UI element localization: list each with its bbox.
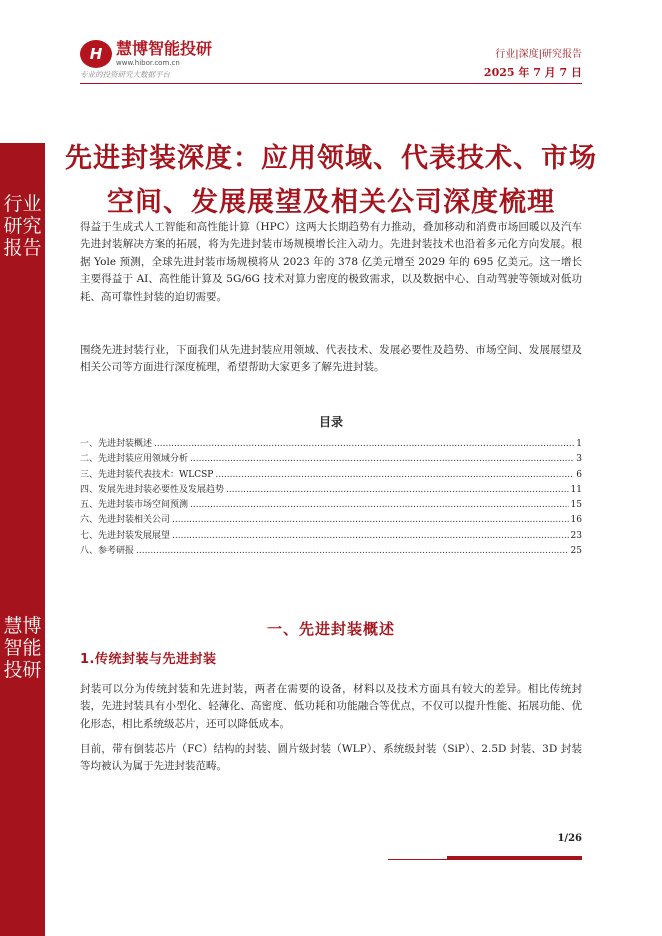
toc-item-page: 16: [570, 515, 582, 526]
toc-item[interactable]: [80, 468, 582, 483]
toc-item-label: 一、先进封装概述: [80, 439, 153, 449]
toc-item-page: 6: [576, 469, 582, 480]
toc-leader-dots: [226, 483, 569, 498]
toc-item[interactable]: [80, 544, 582, 559]
logo-url: www.hibor.com.cn: [116, 59, 180, 67]
toc-item-page: 25: [570, 546, 582, 557]
toc-leader-dots: [190, 452, 574, 467]
sidebar-label-industry-research: 行业研究报告: [3, 193, 42, 259]
body-paragraph-2: 目前，带有倒装芯片（FC）结构的封装、圆片级封装（WLP）、系统级封装（SiP）、2.5D 封装、3D 封装等均被认为属于先进封装范畴。: [80, 743, 582, 773]
report-date: 2025 年 7 月 7 日: [483, 66, 582, 79]
toc-item-label: 四、发展先进封装必要性及发展趋势: [80, 484, 225, 495]
toc-item-label: 七、先进封装发展展望: [80, 530, 171, 541]
logo-slogan: 专业的投资研究大数据平台: [80, 70, 170, 79]
footer-divider: [388, 859, 582, 860]
table-of-contents: [80, 437, 582, 559]
intro-paragraph-1: 得益于生成式人工智能和高性能计算（HPC）这两大长期趋势有力推动，叠加移动和消费市场回暖以及汽车先进封装解决方案的拓展，将为先进封装市场规模增长注入动力。先进封装技术也沿着多元化方向发展。根据 Yole 预测，全球先进封装市场规模将从 2023 年的 378 亿美元增至 2029 年的 695 亿美元。这一增长主要得益于 AI、高性能计算及 5G/6G 技术对算力密度的极致需求，以及数据中心、自动驾驶等领域对低功耗、高可靠性封装的迫切需要。: [80, 221, 582, 303]
toc-leader-dots: [215, 468, 574, 483]
toc-item-page: 1: [576, 439, 582, 449]
toc-leader-dots: [136, 544, 569, 559]
title-line-1: 先进封装深度：应用领域、代表技术、市场: [65, 143, 597, 174]
toc-item-label: 八、参考研报: [80, 546, 135, 557]
sidebar-strip: [0, 143, 45, 936]
toc-item[interactable]: [80, 513, 582, 528]
toc-item-label: 三、先进封装代表技术：WLCSP: [80, 469, 214, 480]
toc-item[interactable]: [80, 452, 582, 467]
toc-title: 目录: [318, 415, 343, 429]
sidebar-label-brand: 慧博智能投研: [3, 615, 42, 681]
toc-item-label: 六、先进封装相关公司: [80, 515, 171, 526]
section-heading: 一、先进封装概述: [266, 620, 395, 638]
hibor-logo-icon: H: [80, 40, 112, 68]
title-line-2: 空间、发展展望及相关公司深度梳理: [107, 187, 555, 218]
toc-item-page: 3: [576, 454, 582, 465]
toc-item-page: 11: [570, 484, 582, 495]
page-title: [60, 137, 602, 225]
report-category: 行业|深度|研究报告: [495, 49, 582, 60]
toc-leader-dots: [190, 498, 569, 513]
footer-divider-accent: [447, 856, 582, 859]
toc-item[interactable]: [80, 498, 582, 513]
toc-item-page: 15: [570, 500, 582, 511]
toc-item-label: 五、先进封装市场空间预测: [80, 500, 189, 511]
intro-paragraph-2: 围绕先进封装行业，下面我们从先进封装应用领域、代表技术、发展必要性及趋势、市场空间、发展展望及相关公司等方面进行深度梳理，希望帮助大家更多了解先进封装。: [80, 344, 582, 374]
page-number: 1/26: [557, 833, 582, 844]
sub-heading: 1.传统封装与先进封装: [80, 652, 217, 667]
toc-item[interactable]: [80, 529, 582, 544]
toc-item[interactable]: [80, 437, 582, 452]
toc-leader-dots: [172, 513, 569, 528]
toc-item[interactable]: [80, 483, 582, 498]
logo-brand-name: 慧博智能投研: [116, 39, 213, 58]
toc-item-page: 23: [570, 530, 582, 541]
body-paragraph-1: 封装可以分为传统封装和先进封装，两者在需要的设备，材料以及技术方面具有较大的差异。相比传统封装，先进封装具有小型化、轻薄化、高密度、低功耗和功能融合等优点，不仅可以提升性能、拓展功能、优化形态，相比系统级芯片，还可以降低成本。: [80, 683, 582, 730]
toc-leader-dots: [172, 529, 569, 544]
toc-item-label: 二、先进封装应用领域分析: [80, 454, 189, 465]
header-divider: [80, 83, 582, 84]
toc-leader-dots: [154, 437, 574, 452]
